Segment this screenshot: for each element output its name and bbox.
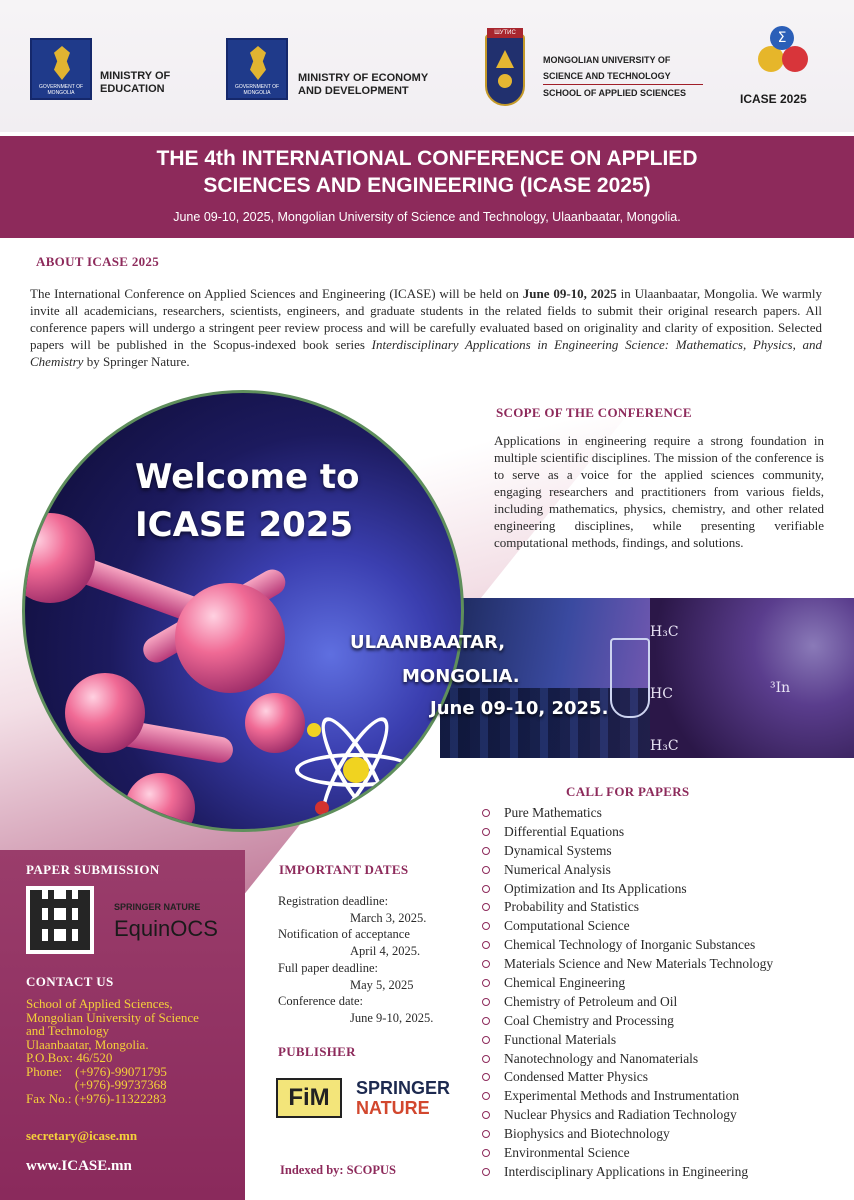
topic-label: Nuclear Physics and Radiation Technology (504, 1107, 737, 1123)
scope-paragraph: Applications in engineering require a strong foundation in multiple scientific disciplines. The mission of the conference is to serve as a voice for the applied sciences community, engaging researchers and practitioners from various fields, including mathematics, physics, chemistry, and other related engineering disciplines, while presenting verifiable computational methods, findings, and solutions. (494, 433, 824, 550)
city-line1: ULAANBAATAR, (350, 632, 506, 653)
date-value: May 5, 2025 (350, 977, 414, 992)
contact-line: Fax No.: (+976)-11322283 (26, 1090, 167, 1106)
topic-item (482, 880, 852, 899)
topic-item (482, 1012, 852, 1031)
icase-logo-label: ICASE 2025 (740, 92, 807, 106)
topic-label: Chemistry of Petroleum and Oil (504, 993, 678, 1009)
date-value: June 9-10, 2025. (350, 1010, 434, 1025)
conference-title: THE 4th INTERNATIONAL CONFERENCE ON APPLIED SCIENCES AND ENGINEERING (ICASE 2025) (156, 147, 698, 197)
bullet-circle-icon (482, 998, 490, 1006)
publisher-heading: PUBLISHER (278, 1044, 356, 1059)
topic-label: Numerical Analysis (504, 861, 611, 877)
topic-label: Functional Materials (504, 1031, 617, 1047)
contact-line: Mongolian University of Science (26, 1009, 199, 1025)
flask-icon (610, 638, 650, 718)
topic-item (482, 1031, 852, 1050)
topic-label: Experimental Methods and Instrumentation (504, 1088, 740, 1104)
topic-label: Computational Science (504, 918, 630, 934)
bullet-circle-icon (482, 1073, 490, 1081)
qr-code-icon[interactable] (26, 886, 94, 954)
call-for-papers-heading: CALL FOR PAPERS (566, 784, 690, 799)
bullet-circle-icon (482, 922, 490, 930)
important-dates-heading: IMPORTANT DATES (279, 862, 409, 877)
welcome-circle-image (22, 390, 464, 832)
date-label: Notification of acceptance (278, 927, 410, 942)
topics-list (482, 804, 852, 1182)
springer-nature-small-logo: SPRINGER NATURE (114, 902, 201, 912)
chem-label-in: ³In (770, 680, 791, 696)
bullet-circle-icon (482, 866, 490, 874)
bullet-circle-icon (482, 1130, 490, 1138)
date-value: April 4, 2025. (350, 944, 421, 959)
bullet-circle-icon (482, 1017, 490, 1025)
topic-label: Materials Science and New Materials Technology (504, 956, 774, 972)
emblem-caption: GOVERNMENT OF MONGOLIA (38, 84, 84, 96)
contact-line: Phone: (+976)-99071795 (26, 1063, 167, 1079)
topic-item (482, 1087, 852, 1106)
bullet-circle-icon (482, 1111, 490, 1119)
contact-line: P.O.Box: 46/520 (26, 1050, 113, 1065)
bullet-circle-icon (482, 828, 490, 836)
topic-item (482, 1163, 852, 1182)
bullet-circle-icon (482, 1092, 490, 1100)
topic-label: Environmental Science (504, 1145, 630, 1161)
icase-logo-icon: Σ (752, 26, 814, 86)
topic-label: Biophysics and Biotechnology (504, 1126, 670, 1142)
topic-label: Nanotechnology and Nanomaterials (504, 1050, 699, 1066)
topic-item (482, 1125, 852, 1144)
contact-line: Ulaanbaatar, Mongolia. (26, 1036, 149, 1052)
contact-email-link[interactable]: secretary@icase.mn (26, 1128, 138, 1143)
contact-line: School of Applied Sciences, (26, 996, 173, 1011)
bullet-circle-icon (482, 885, 490, 893)
bullet-circle-icon (482, 1168, 490, 1176)
must-line3: SCHOOL OF APPLIED SCIENCES (543, 88, 687, 98)
topic-label: Chemical Technology of Inorganic Substances (504, 937, 756, 953)
chem-label-hc: HC (650, 686, 673, 702)
date-label: Registration deadline: (278, 894, 389, 908)
topic-label: Probability and Statistics (504, 899, 639, 915)
scope-heading: SCOPE OF THE CONFERENCE (496, 405, 692, 420)
topic-item (482, 804, 852, 823)
topic-item (482, 917, 852, 936)
topic-item (482, 898, 852, 917)
topic-label: Chemical Engineering (504, 975, 626, 991)
indexed-by-label: Indexed by: SCOPUS (280, 1163, 396, 1177)
springer-nature-logo: SPRINGER NATURE (356, 1078, 451, 1118)
date-label: Full paper deadline: (278, 960, 378, 975)
contact-line: and Technology (26, 1023, 109, 1038)
must-divider (543, 84, 703, 85)
topic-label: Differential Equations (504, 823, 625, 839)
bullet-circle-icon (482, 941, 490, 949)
topic-label: Pure Mathematics (504, 805, 602, 820)
website-link[interactable]: www.ICASE.mn (26, 1158, 132, 1174)
contact-address (26, 997, 241, 1105)
important-dates-list (278, 893, 478, 1027)
bullet-circle-icon (482, 1055, 490, 1063)
fim-logo: FiM (276, 1078, 342, 1118)
date-label: Conference date: (278, 994, 364, 1009)
ministry-economy-emblem-icon (226, 38, 288, 100)
must-shield-icon: ШУТИС (485, 34, 525, 106)
topic-item (482, 1068, 852, 1087)
topic-label: Interdisciplinary Applications in Engineering (504, 1163, 749, 1179)
bullet-circle-icon (482, 960, 490, 968)
conference-subtitle: June 09-10, 2025, Mongolian University of Science and Technology, Ulaanbaatar, Mongolia. (173, 210, 681, 224)
topic-item (482, 823, 852, 842)
bullet-circle-icon (482, 1149, 490, 1157)
city-line2: MONGOLIA. (402, 666, 520, 687)
topic-item (482, 861, 852, 880)
ministry-education-emblem-icon (30, 38, 92, 100)
chem-label-h3c-bottom: H₃C (650, 738, 679, 754)
topic-label: Optimization and Its Applications (504, 880, 687, 896)
atom-icon (295, 723, 415, 813)
bullet-circle-icon (482, 1036, 490, 1044)
topic-item (482, 1050, 852, 1069)
welcome-title: Welcome to ICASE 2025 (135, 457, 360, 545)
topic-label: Dynamical Systems (504, 842, 612, 858)
topic-item (482, 955, 852, 974)
topic-item (482, 993, 852, 1012)
chem-label-h3c-top: H₃C (650, 624, 679, 640)
contact-heading: CONTACT US (26, 974, 114, 989)
must-line1: MONGOLIAN UNIVERSITY OF (543, 55, 671, 65)
city-date: June 09-10, 2025. (430, 698, 609, 719)
date-value: March 3, 2025. (350, 910, 427, 925)
topic-item (482, 842, 852, 861)
topic-item (482, 974, 852, 993)
contact-line: (+976)-99737368 (26, 1077, 167, 1092)
bullet-circle-icon (482, 979, 490, 987)
topic-label: Condensed Matter Physics (504, 1069, 648, 1085)
bullet-circle-icon (482, 847, 490, 855)
equinocs-link[interactable]: EquinOCS (114, 916, 218, 941)
ministry-education-label: MINISTRY OF EDUCATION (100, 70, 171, 95)
topic-item (482, 1106, 852, 1125)
bullet-circle-icon (482, 809, 490, 817)
logo-header (0, 0, 854, 132)
emblem-caption: GOVERNMENT OF MONGOLIA (234, 84, 280, 96)
about-paragraph: The International Conference on Applied Sciences and Engineering (ICASE) will be held on June 09-10, 2025 in Ulaanbaatar, Mongolia. We warmly invite all academicians, researchers, scientists, engineers, and graduate students in the related fields to submit their original research papers. All conference papers will undergo a stringent peer review process and will be carefully evaluated based on originality and clarity of exposition. Selected papers will be published in the Scopus-indexed book series Interdisciplinary Applications in Engineering Science: Mathematics, Physics, and Chemistry by Springer Nature. (30, 286, 822, 369)
topic-item (482, 936, 852, 955)
about-heading: ABOUT ICASE 2025 (36, 254, 160, 269)
bullet-circle-icon (482, 903, 490, 911)
paper-submission-heading: PAPER SUBMISSION (26, 862, 160, 877)
ministry-economy-label: MINISTRY OF ECONOMY AND DEVELOPMENT (298, 72, 429, 97)
topic-label: Coal Chemistry and Processing (504, 1012, 674, 1028)
topic-item (482, 1144, 852, 1163)
must-line2: SCIENCE AND TECHNOLOGY (543, 71, 671, 81)
